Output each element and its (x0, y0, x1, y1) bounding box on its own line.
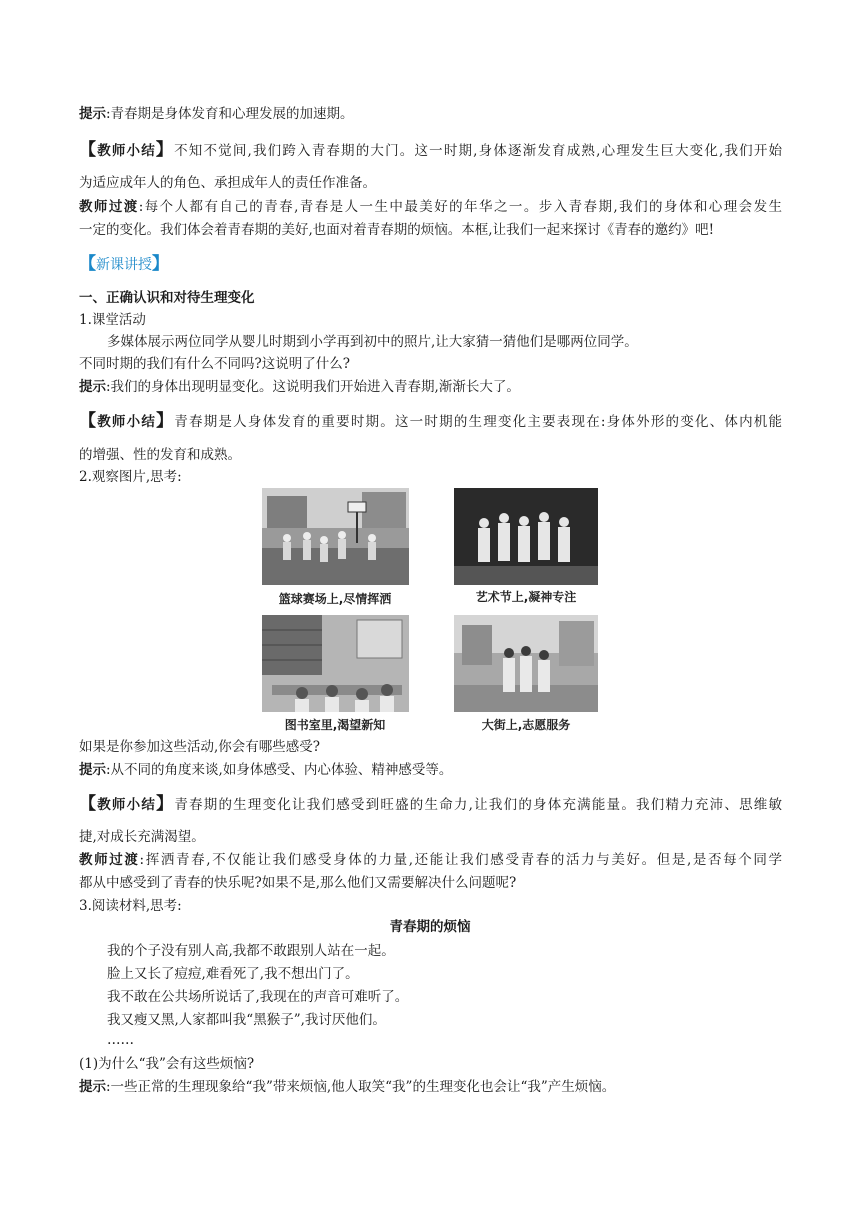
teacher-transition-2-cont: 都从中感受到了青春的快乐呢?如果不是,那么他们又需要解决什么问题呢? (79, 875, 517, 891)
teacher-summary-3: 【教师小结】青春期的生理变化让我们感受到旺盛的生命力,让我们的身体充满能量。我们精力充沛、思维敏 (79, 794, 783, 814)
photo-library (262, 615, 409, 712)
heading-1: 一、正确认识和对待生理变化 (79, 290, 255, 306)
hint-4: 提示:一些正常的生理现象给“我”带来烦恼,他人取笑“我”的生理变化也会让“我”产生烦恼。 (79, 1079, 616, 1095)
item-3: 3.阅读材料,思考: (79, 898, 182, 914)
item-1: 1.课堂活动 (79, 312, 146, 328)
caption-volunteer: 大街上,志愿服务 (481, 718, 571, 732)
hint-3: 提示:从不同的角度来谈,如身体感受、内心体验、精神感受等。 (79, 762, 453, 778)
teacher-summary-1-cont: 为适应成年人的角色、承担成年人的责任作准备。 (79, 175, 376, 191)
photo-volunteer (454, 615, 598, 712)
reading-line-2: 脸上又长了痘痘,难看死了,我不想出门了。 (107, 966, 359, 982)
photo-basketball (262, 488, 409, 585)
item-2: 2.观察图片,思考: (79, 469, 182, 485)
teacher-summary-1: 【教师小结】不知不觉间,我们跨入青春期的大门。这一时期,身体逐渐发育成熟,心理发生巨大变化,我们开始 (79, 140, 783, 160)
question-2: 如果是你参加这些活动,你会有哪些感受? (79, 739, 321, 755)
teacher-transition-2: 教师过渡:挥洒青春,不仅能让我们感受身体的力量,还能让我们感受青春的活力与美好。但是,是否每个同学 (79, 852, 783, 868)
reading-line-1: 我的个子没有别人高,我都不敢跟别人站在一起。 (107, 943, 395, 959)
reading-ellipsis: …… (107, 1032, 134, 1048)
reading-line-3: 我不敢在公共场所说话了,我现在的声音可难听了。 (107, 989, 409, 1005)
reading-title: 青春期的烦恼 (389, 919, 471, 935)
section-new-lesson: 【新课讲授】 (79, 254, 169, 274)
activity-text: 多媒体展示两位同学从婴儿时期到小学再到初中的照片,让大家猜一猜他们是哪两位同学。 (107, 334, 638, 350)
hint-1: 提示:青春期是身体发育和心理发展的加速期。 (79, 106, 354, 122)
teacher-summary-2: 【教师小结】青春期是人身体发育的重要时期。这一时期的生理变化主要表现在:身体外形的变化、体内机能 (79, 411, 783, 431)
caption-art-festival: 艺术节上,凝神专注 (475, 590, 577, 604)
reading-line-4: 我又瘦又黑,人家都叫我“黑猴子”,我讨厌他们。 (107, 1012, 386, 1028)
caption-basketball: 篮球赛场上,尽情挥洒 (278, 592, 392, 606)
photo-art-festival (454, 488, 598, 585)
teacher-summary-3-cont: 捷,对成长充满渴望。 (79, 829, 205, 845)
caption-library: 图书室里,渴望新知 (284, 718, 386, 732)
teacher-summary-2-cont: 的增强、性的发育和成熟。 (79, 447, 241, 463)
question-1: 不同时期的我们有什么不同吗?这说明了什么? (79, 356, 350, 372)
question-3: (1)为什么“我”会有这些烦恼? (79, 1056, 255, 1072)
teacher-transition-1: 教师过渡:每个人都有自己的青春,青春是人一生中最美好的年华之一。步入青春期,我们的身体和心理会发生 (79, 199, 783, 215)
hint-2: 提示:我们的身体出现明显变化。这说明我们开始进入青春期,渐渐长大了。 (79, 379, 520, 395)
teacher-transition-1-cont: 一定的变化。我们体会着青春期的美好,也面对着青春期的烦恼。本框,让我们一起来探讨《青春的邀约》吧! (79, 222, 715, 238)
